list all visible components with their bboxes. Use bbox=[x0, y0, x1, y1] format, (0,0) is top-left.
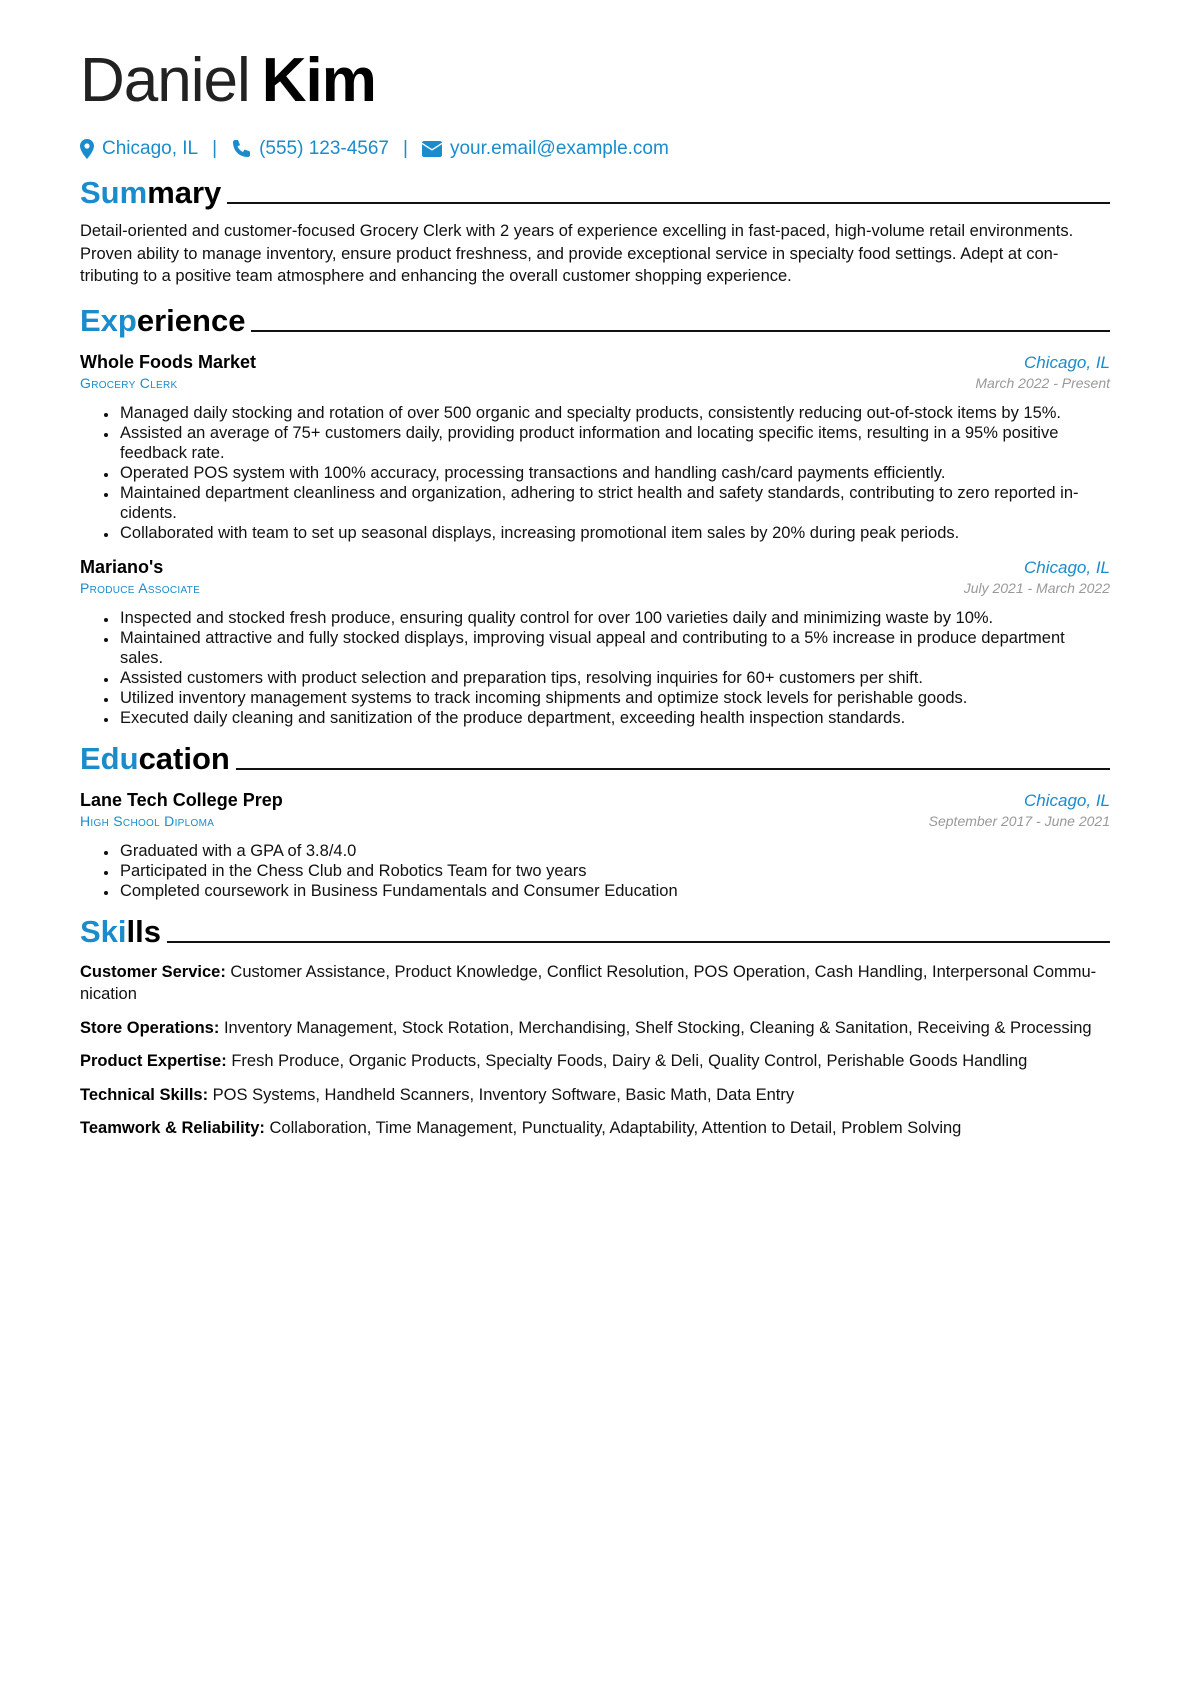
first-name: Daniel bbox=[80, 46, 250, 115]
map-pin-icon bbox=[80, 139, 94, 159]
skills-title: Skills bbox=[80, 913, 161, 949]
experience-heading bbox=[80, 300, 1110, 340]
bullet-item: • Assisted customers with product selection and preparation tips, resolving inquiries for 60+ customers per shift. bbox=[118, 668, 1110, 688]
experience-entry bbox=[80, 352, 1110, 543]
skill-category: Customer Service: bbox=[80, 962, 226, 981]
phone-icon bbox=[231, 139, 251, 159]
bullet-item: • Completed coursework in Business Fundamentals and Consumer Education bbox=[118, 881, 1110, 901]
skill-values: Customer Assistance, Product Knowledge, Conflict Resolution, POS Operation, Cash Handling, Interpersonal Commu-nication bbox=[80, 962, 1097, 1003]
skill-values: Collaboration, Time Management, Punctuality, Adaptability, Attention to Detail, Problem Solving bbox=[269, 1119, 962, 1137]
degree: High School Diploma bbox=[80, 812, 215, 829]
bullet-item: • Operated POS system with 100% accuracy, processing transactions and handling cash/card payments efficiently. bbox=[118, 463, 1110, 483]
bullet-item: • Collaborated with team to set up seasonal displays, increasing promotional item sales by 20% during peak periods. bbox=[118, 523, 1110, 543]
skill-category: Product Expertise: bbox=[80, 1052, 227, 1070]
contact-separator: | bbox=[403, 138, 408, 159]
skill-values: Inventory Management, Stock Rotation, Merchandising, Shelf Stocking, Cleaning & Sanitation, Receiving & Processing bbox=[223, 1018, 1092, 1037]
bullet-item: • Assisted an average of 75+ customers daily, providing product information and locating specific items, resulting in a 95% positive feedback rate. bbox=[118, 423, 1110, 463]
education-title: Education bbox=[80, 740, 230, 776]
summary-heading bbox=[80, 172, 1110, 212]
summary-title: Summary bbox=[80, 175, 222, 210]
skill-row bbox=[80, 1050, 1110, 1073]
contact-line bbox=[80, 134, 1110, 164]
location-text: Chicago, IL bbox=[102, 138, 199, 159]
entry-location: Chicago, IL bbox=[1024, 352, 1110, 372]
section-divider bbox=[227, 202, 1110, 204]
employer-name: Whole Foods Market bbox=[80, 351, 257, 372]
bullet-list bbox=[80, 841, 1110, 901]
phone-text[interactable]: (555) 123-4567 bbox=[259, 138, 389, 159]
bullet-item: • Graduated with a GPA of 3.8/4.0 bbox=[118, 841, 1110, 861]
entry-location: Chicago, IL bbox=[1024, 790, 1110, 810]
bullet-item: • Maintained department cleanliness and organization, adhering to strict health and safety standards, contributing to zero reported in-cidents. bbox=[118, 483, 1110, 523]
phone-item[interactable] bbox=[231, 138, 389, 160]
entry-location: Chicago, IL bbox=[1024, 557, 1110, 577]
section-divider bbox=[251, 330, 1110, 332]
skills-heading bbox=[80, 911, 1110, 951]
employer-name: Mariano's bbox=[80, 556, 164, 577]
bullet-list bbox=[80, 608, 1110, 728]
bullet-item: • Inspected and stocked fresh produce, ensuring quality control for over 100 varieties daily and minimizing waste by 10%. bbox=[118, 608, 1110, 628]
entry-dates: September 2017 - June 2021 bbox=[928, 812, 1110, 829]
skill-row bbox=[80, 1017, 1110, 1040]
skill-row bbox=[80, 961, 1110, 1006]
bullet-item: • Participated in the Chess Club and Robotics Team for two years bbox=[118, 861, 1110, 881]
entry-dates: March 2022 - Present bbox=[975, 374, 1110, 391]
experience-entry bbox=[80, 557, 1110, 728]
entry-dates: July 2021 - March 2022 bbox=[963, 579, 1110, 596]
skills-list bbox=[80, 961, 1110, 1140]
contact-separator: | bbox=[212, 138, 218, 159]
skill-category: Technical Skills: bbox=[80, 1085, 209, 1104]
education-heading bbox=[80, 738, 1110, 778]
bullet-item: • Managed daily stocking and rotation of over 500 organic and specialty products, consistently reducing out-of-stock items by 15%. bbox=[118, 403, 1110, 423]
section-divider bbox=[236, 768, 1110, 770]
bullet-item: • Maintained attractive and fully stocked displays, improving visual appeal and contributing to a 5% increase in produce department sales. bbox=[118, 628, 1110, 668]
skill-category: Teamwork & Reliability: bbox=[80, 1119, 265, 1137]
candidate-name bbox=[80, 40, 1110, 122]
job-title: Produce Associate bbox=[80, 579, 201, 596]
bullet-item: • Utilized inventory management systems to track incoming shipments and optimize stock levels for perishable goods. bbox=[118, 688, 1110, 708]
email-item[interactable] bbox=[422, 138, 669, 160]
email-link[interactable]: your.email@example.com bbox=[449, 138, 669, 159]
envelope-icon bbox=[422, 141, 442, 157]
last-name: Kim bbox=[261, 46, 376, 115]
experience-title: Experience bbox=[80, 302, 246, 338]
location-item bbox=[80, 138, 198, 160]
skill-values: Fresh Produce, Organic Products, Specialty Foods, Dairy & Deli, Quality Control, Perishable Goods Handling bbox=[231, 1052, 1028, 1070]
bullet-list bbox=[80, 403, 1110, 543]
summary-text: Detail-oriented and customer-focused Grocery Clerk with 2 years of experience excelling in fast-paced, high-volume retail environments. Proven ability to manage inventory, ensure product freshness, and provide exceptional service in specialty food settings. Adept at con-tributing to a positive team atmosphere and enhancing the overall customer shopping experience. bbox=[80, 222, 1074, 285]
job-title: Grocery Clerk bbox=[80, 374, 178, 391]
skill-row bbox=[80, 1117, 1110, 1140]
skill-values: POS Systems, Handheld Scanners, Inventory Software, Basic Math, Data Entry bbox=[212, 1085, 795, 1104]
school-name: Lane Tech College Prep bbox=[80, 789, 283, 810]
skill-category: Store Operations: bbox=[80, 1018, 220, 1037]
section-divider bbox=[167, 941, 1110, 943]
bullet-item: • Executed daily cleaning and sanitization of the produce department, exceeding health inspection standards. bbox=[118, 708, 1110, 728]
skill-row bbox=[80, 1084, 1110, 1107]
education-entry bbox=[80, 790, 1110, 901]
